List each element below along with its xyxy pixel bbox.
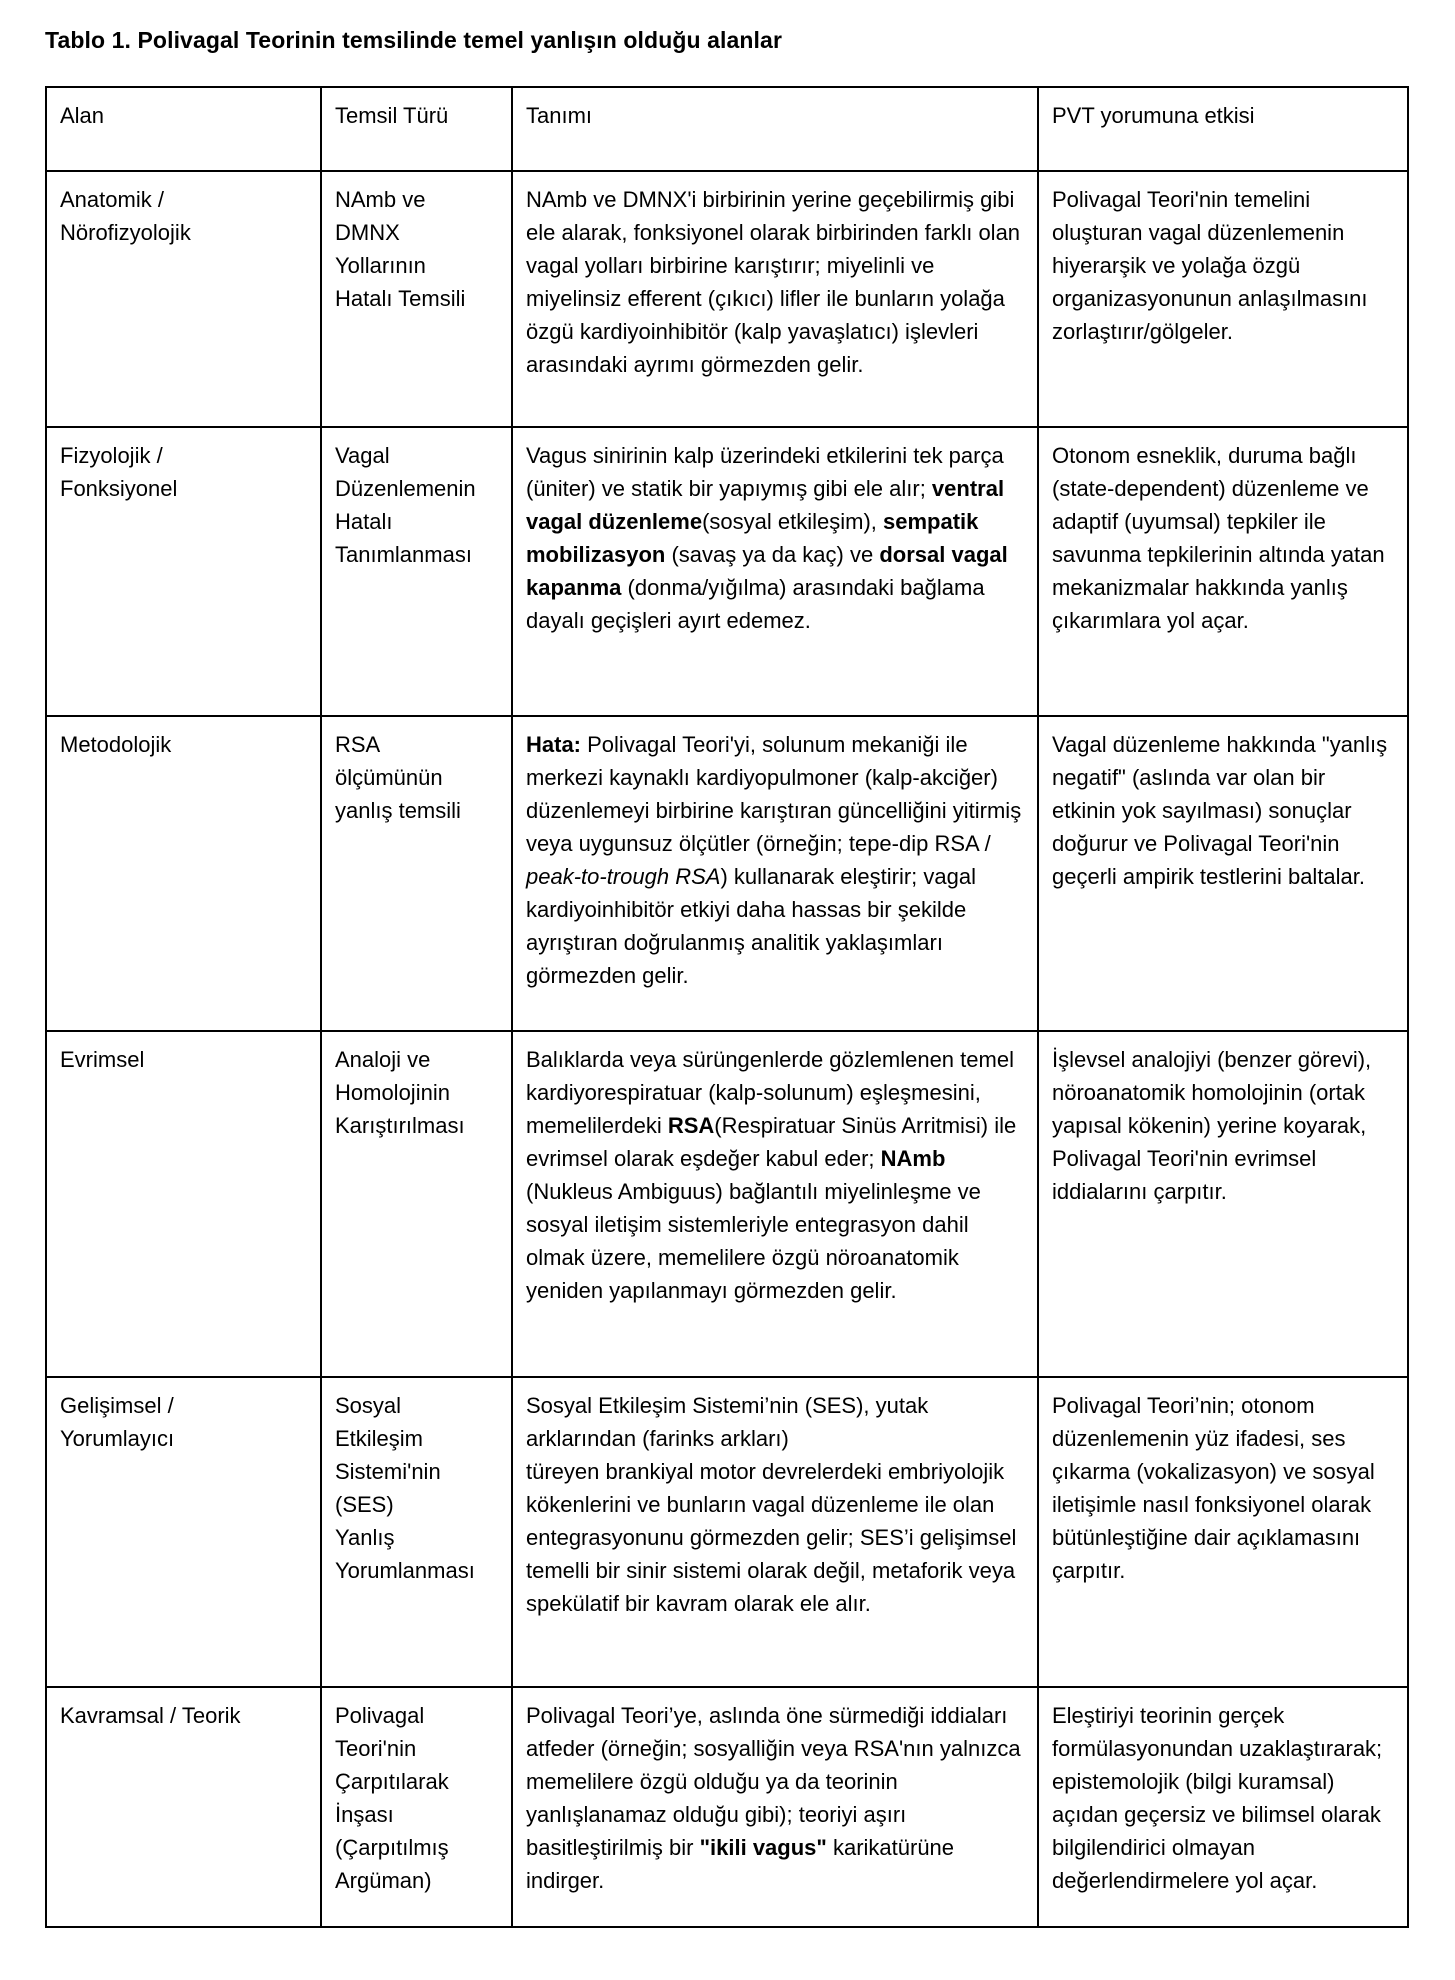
cell-pvt-etkisi: Otonom esneklik, duruma bağlı (state-dependent) düzenleme ve adaptif (uyumsal) tepkiler ile savunma tepkilerinin altında yatan mekanizmalar hakkında yanlış çıkarımlara yol açar. xyxy=(1038,427,1408,716)
table-row-gelisimsel xyxy=(46,1377,1408,1687)
cell-tanimi: Vagus sinirinin kalp üzerindeki etkilerini tek parça (üniter) ve statik bir yapıymış gibi ele alır; ventral vagal düzenleme(sosyal etkileşim), sempatik mobilizasyon (savaş ya da kaç) ve dorsal vagal kapanma (donma/yığılma) arasındaki bağlama dayalı geçişleri ayırt edemez. xyxy=(512,427,1038,716)
table-row-metodolojik xyxy=(46,716,1408,1031)
cell-alan: Anatomik / Nörofizyolojik xyxy=(46,171,321,427)
header-temsil-turu: Temsil Türü xyxy=(321,87,512,171)
cell-pvt-etkisi: Eleştiriyi teorinin gerçek formülasyonundan uzaklaştırarak; epistemolojik (bilgi kuramsal) açıdan geçersiz ve bilimsel olarak bilgilendirici olmayan değerlendirmelere yol açar. xyxy=(1038,1687,1408,1927)
cell-temsil-turu: Polivagal Teori'nin Çarpıtılarak İnşası (Çarpıtılmış Argüman) xyxy=(321,1687,512,1927)
header-row xyxy=(46,87,1408,171)
misrepresentation-table xyxy=(45,86,1409,1928)
cell-alan: Fizyolojik / Fonksiyonel xyxy=(46,427,321,716)
cell-temsil-turu: Vagal Düzenlemenin Hatalı Tanımlanması xyxy=(321,427,512,716)
table-row-kavramsal xyxy=(46,1687,1408,1927)
cell-tanimi: NAmb ve DMNX'i birbirinin yerine geçebilirmiş gibi ele alarak, fonksiyonel olarak birbirinden farklı olan vagal yolları birbirine karıştırır; miyelinli ve miyelinsiz efferent (çıkıcı) lifler ile bunların yolağa özgü kardiyoinhibitör (kalp yavaşlatıcı) işlevleri arasındaki ayrımı görmezden gelir. xyxy=(512,171,1038,427)
table-header xyxy=(46,87,1408,171)
cell-tanimi: Balıklarda veya sürüngenlerde gözlemlenen temel kardiyorespiratuar (kalp-solunum) eşleşmesini, memelilerdeki RSA(Respiratuar Sinüs Arritmisi) ile evrimsel olarak eşdeğer kabul eder; NAmb (Nukleus Ambiguus) bağlantılı miyelinleşme ve sosyal iletişim sistemleriyle entegrasyon dahil olmak üzere, memelilere özgü nöroanatomik yeniden yapılanmayı görmezden gelir. xyxy=(512,1031,1038,1377)
cell-pvt-etkisi: Polivagal Teori’nin; otonom düzenlemenin yüz ifadesi, ses çıkarma (vokalizasyon) ve sosyal iletişimle nasıl fonksiyonel olarak bütünleştiğine dair açıklamasını çarpıtır. xyxy=(1038,1377,1408,1687)
cell-tanimi: Polivagal Teori’ye, aslında öne sürmediği iddiaları atfeder (örneğin; sosyalliğin veya RSA'nın yalnızca memelilere özgü olduğu ya da teorinin yanlışlanamaz olduğu gibi); teoriyi aşırı basitleştirilmiş bir "ikili vagus" karikatürüne indirger. xyxy=(512,1687,1038,1927)
table-caption: Tablo 1. Polivagal Teorinin temsilinde temel yanlışın olduğu alanlar xyxy=(45,27,782,53)
table-row-evrimsel xyxy=(46,1031,1408,1377)
header-tanimi: Tanımı xyxy=(512,87,1038,171)
cell-alan: Metodolojik xyxy=(46,716,321,1031)
cell-alan: Gelişimsel / Yorumlayıcı xyxy=(46,1377,321,1687)
table-body xyxy=(46,171,1408,1927)
cell-alan: Kavramsal / Teorik xyxy=(46,1687,321,1927)
cell-pvt-etkisi: İşlevsel analojiyi (benzer görevi), nöroanatomik homolojinin (ortak yapısal kökenin) yerine koyarak, Polivagal Teori'nin evrimsel iddialarını çarpıtır. xyxy=(1038,1031,1408,1377)
cell-alan: Evrimsel xyxy=(46,1031,321,1377)
table-row-fizyolojik xyxy=(46,427,1408,716)
cell-temsil-turu: RSA ölçümünün yanlış temsili xyxy=(321,716,512,1031)
cell-temsil-turu: Analoji ve Homolojinin Karıştırılması xyxy=(321,1031,512,1377)
header-pvt-etkisi: PVT yorumuna etkisi xyxy=(1038,87,1408,171)
header-alan: Alan xyxy=(46,87,321,171)
cell-pvt-etkisi: Polivagal Teori'nin temelini oluşturan vagal düzenlemenin hiyerarşik ve yolağa özgü organizasyonunun anlaşılmasını zorlaştırır/gölgeler. xyxy=(1038,171,1408,427)
cell-tanimi: Sosyal Etkileşim Sistemi’nin (SES), yutak arklarından (farinks arkları) türeyen brankiyal motor devrelerdeki embriyolojik kökenlerini ve bunların vagal düzenleme ile olan entegrasyonunu görmezden gelir; SES’i gelişimsel temelli bir sinir sistemi olarak değil, metaforik veya spekülatif bir kavram olarak ele alır. xyxy=(512,1377,1038,1687)
table-row-anatomik xyxy=(46,171,1408,427)
cell-temsil-turu: Sosyal Etkileşim Sistemi'nin (SES) Yanlış Yorumlanması xyxy=(321,1377,512,1687)
cell-tanimi: Hata: Polivagal Teori'yi, solunum mekaniği ile merkezi kaynaklı kardiyopulmoner (kalp-akciğer) düzenlemeyi birbirine karıştıran güncelliğini yitirmiş veya uygunsuz ölçütler (örneğin; tepe-dip RSA / peak-to-trough RSA) kullanarak eleştirir; vagal kardiyoinhibitör etkiyi daha hassas bir şekilde ayrıştıran doğrulanmış analitik yaklaşımları görmezden gelir. xyxy=(512,716,1038,1031)
cell-pvt-etkisi: Vagal düzenleme hakkında "yanlış negatif" (aslında var olan bir etkinin yok sayılması) sonuçlar doğurur ve Polivagal Teori'nin geçerli ampirik testlerini baltalar. xyxy=(1038,716,1408,1031)
cell-temsil-turu: NAmb ve DMNX Yollarının Hatalı Temsili xyxy=(321,171,512,427)
